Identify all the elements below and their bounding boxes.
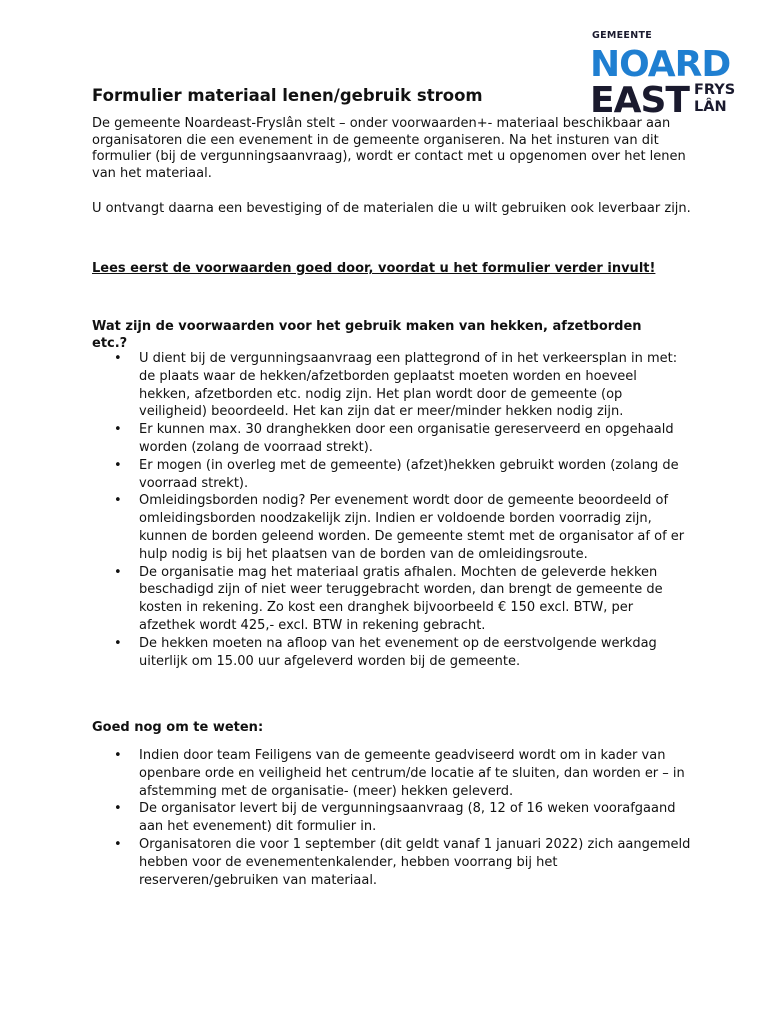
confirmation-paragraph: U ontvangt daarna een bevestiging of de materialen die u wilt gebruiken ook leverbaar zijn. (92, 201, 691, 216)
logo-lan-text: LÂN (694, 99, 727, 115)
list-item (92, 492, 692, 563)
list-item (92, 800, 692, 836)
bullet-icon: • (114, 564, 122, 580)
bullet-icon: • (114, 457, 122, 473)
list-item (92, 564, 692, 635)
list-item-text: Omleidingsborden nodig? Per evenement wordt door de gemeente beoordeeld of omleidingsborden noodzakelijk zijn. Indien er voldoende borden voorradig zijn, kunnen de borden geleend worden. De gemeente stemt met de organisator af of er hulp nodig is bij het plaatsen van de borden van de omleidingsroute. (139, 493, 685, 562)
logo-east-text: EAST (590, 80, 689, 116)
list-item-text: Er kunnen max. 30 dranghekken door een organisatie gereserveerd en opgehaald worden (zolang de voorraad strekt). (139, 422, 674, 455)
bullet-icon: • (114, 635, 122, 651)
logo-noard-text: NOARD (590, 44, 731, 85)
bullet-icon: • (114, 422, 122, 438)
bullet-icon: • (114, 836, 122, 852)
bullet-icon: • (114, 351, 122, 366)
list-item (92, 747, 692, 800)
bullet-icon: • (114, 493, 122, 509)
list-item (92, 350, 692, 421)
list-item-text: U dient bij de vergunningsaanvraag een plattegrond of in het verkeersplan in met: de plaats waar de hekken/afzetborden geplaatst moeten worden en hoeveel hekken, afzetborden etc. nodig zijn. Het plan wordt door de gemeente (op veiligheid) beoordeeld. Het kan zijn dat er meer/minder hekken nodig zijn. (139, 351, 678, 420)
good-to-know-heading: Goed nog om te weten: (92, 720, 264, 735)
list-item (92, 457, 692, 493)
list-item-text: De organisator levert bij de vergunningsaanvraag (8, 12 of 16 weken voorafgaand aan het evenement) dit formulier in. (139, 801, 676, 835)
conditions-heading: Wat zijn de voorwaarden voor het gebruik maken van hekken, afzetborden etc.? (92, 319, 642, 351)
logo-gemeente-text: GEMEENTE (592, 30, 653, 41)
municipality-logo (590, 28, 750, 116)
bullet-icon: • (114, 801, 122, 817)
read-conditions-warning: Lees eerst de voorwaarden goed door, voordat u het formulier verder invult! (92, 261, 656, 276)
list-item (92, 635, 692, 671)
intro-paragraph: De gemeente Noardeast-Fryslân stelt – onder voorwaarden+- materiaal beschikbaar aan organisatoren die een evenement in de gemeente organiseren. Na het insturen van dit formulier (bij de vergunningsaanvraag), wordt er contact met u opgenomen over het lenen van het materiaal. (92, 116, 686, 182)
bullet-icon: • (114, 748, 122, 763)
logo-frys-text: FRYS (694, 82, 736, 98)
list-item-text: Organisatoren die voor 1 september (dit geldt vanaf 1 januari 2022) zich aangemeld hebben voor de evenementenkalender, hebben voorrang bij het reserveren/gebruiken van materiaal. (139, 836, 691, 888)
list-item-text: De organisatie mag het materiaal gratis afhalen. Mochten de geleverde hekken beschadigd zijn of niet weer teruggebracht worden, dan brengt de gemeente de kosten in rekening. Zo kost een dranghek bijvoorbeeld € 150 excl. BTW, per afzethek wordt 425,- excl. BTW in rekening gebracht. (139, 564, 663, 633)
good-to-know-list (92, 747, 692, 889)
list-item (92, 836, 692, 889)
page-title: Formulier materiaal lenen/gebruik stroom (92, 86, 483, 105)
list-item-text: Er mogen (in overleg met de gemeente) (afzet)hekken gebruikt worden (zolang de voorraad strekt). (139, 457, 679, 491)
list-item-text: De hekken moeten na afloop van het evenement op de eerstvolgende werkdag uiterlijk om 15.00 uur afgeleverd worden bij de gemeente. (139, 635, 657, 669)
list-item (92, 421, 692, 457)
list-item-text: Indien door team Feiligens van de gemeente geadviseerd wordt om in kader van openbare orde en veiligheid het centrum/de locatie af te sluiten, dan worden er – in afstemming met de organisatie- (meer) hekken geleverd. (139, 748, 685, 799)
conditions-list (92, 350, 692, 670)
